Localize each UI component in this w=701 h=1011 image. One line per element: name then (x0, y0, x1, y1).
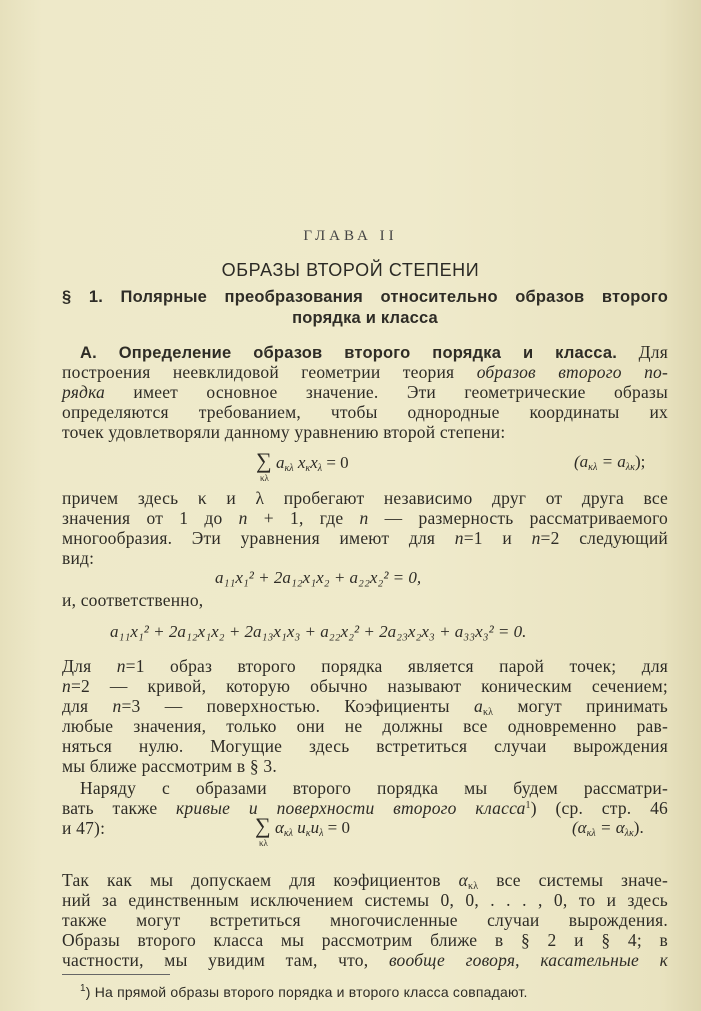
text-run: Для (62, 656, 117, 676)
text-line (62, 548, 668, 568)
formula-sub: λ (317, 463, 323, 474)
text-line (62, 308, 668, 329)
formula-sub: κλ (586, 828, 596, 839)
formula-term: ); (634, 452, 646, 471)
text-line (62, 342, 668, 362)
chapter-label: ГЛАВА II (303, 228, 398, 244)
formula-term: a (275, 453, 285, 472)
formula-term: x (297, 453, 306, 472)
sum-index: κλ (259, 838, 268, 848)
text-run: Для (617, 342, 668, 362)
text-run: вид: (62, 548, 95, 568)
text-run: Так как мы допускаем для коэфициентов (62, 870, 459, 890)
text-line: и, соответственно, (62, 590, 204, 610)
text-line (62, 870, 668, 890)
formula-term: ). (633, 818, 644, 837)
footnote (80, 982, 660, 1002)
formula-condition (574, 452, 645, 472)
text-run: + 1, где (247, 508, 360, 528)
formula-second-class (255, 813, 351, 848)
text-run: =2 следующий (540, 528, 668, 548)
formula-sub: κ (305, 828, 311, 839)
text-run: частности, мы увидим там, что, (62, 950, 389, 970)
section-heading (62, 287, 668, 329)
italic-run: n (62, 676, 71, 696)
text-line (62, 422, 668, 442)
text-line (62, 736, 668, 756)
formula-sub: κλ (284, 463, 294, 474)
text-run: Образы второго класса мы рассмотрим ближе в § 2 и § 4; в (62, 930, 668, 950)
text-line (62, 402, 668, 422)
text-run: Наряду с образами второго порядка мы будем рассматри- (80, 778, 668, 798)
text-line (62, 656, 668, 676)
text-line (62, 778, 668, 798)
formula-term: = a (597, 452, 626, 471)
text-line (62, 716, 668, 736)
text-run: и 47): (62, 818, 106, 838)
text-run: значения от 1 до (62, 508, 239, 528)
italic-run: кривые и поверхности второго класса (176, 798, 526, 818)
formula-n2: a₁₁x₁² + 2a₁₂x₁x₂ + 2a₁₃x₁x₃ + a₂₂x₂² + 2a₂₃x₂x₃ + a₃₃x₃² = 0. (110, 622, 527, 641)
text-run: все системы значе- (478, 870, 668, 890)
text-line (62, 696, 668, 716)
footnote-marker: 1 (525, 800, 531, 811)
formula-term: u (310, 818, 320, 837)
text-line (62, 508, 668, 528)
formula-sub: λκ (625, 462, 635, 473)
italic-run: a (473, 696, 483, 716)
italic-run: α (458, 870, 469, 890)
text-run: ) На прямой образы второго порядка и второго класса совпадают. (85, 984, 528, 1000)
sum-index: κλ (260, 473, 269, 483)
formula-sub: λ (319, 828, 324, 839)
text-run: няться нулю. Могущие здесь встретиться случаи вырождения (62, 736, 668, 756)
text-run: ) (ср. стр. 46 (530, 798, 669, 818)
formula-term: α (274, 818, 284, 837)
text-line (62, 362, 668, 382)
text-run: =1 образ второго порядка является парой точек; для (125, 656, 668, 676)
text-run: построения неевклидовой геометрии теория (62, 362, 477, 382)
text-run: любые значения, только они не должны все одновременно рав- (62, 716, 668, 736)
italic-run: рядка (62, 382, 106, 402)
italic-run: n (454, 528, 464, 548)
text-line (62, 950, 668, 970)
subscript: κλ (468, 881, 479, 892)
formula-term: (α (572, 818, 587, 837)
formula-sub: κλ (283, 828, 294, 839)
sum-sign: ∑ (255, 813, 271, 838)
text-run: мы ближе рассмотрим в § 3. (62, 756, 277, 776)
sum-sign: ∑ (256, 448, 272, 473)
formula-second-order (256, 448, 349, 483)
text-run: для (62, 696, 113, 716)
text-line (62, 930, 668, 950)
text-run: имеет основное значение. Эти геометрические образы (105, 382, 668, 402)
text-line (62, 528, 668, 548)
formula-class-condition (572, 818, 644, 838)
text-line (62, 382, 668, 402)
formula-equals: = 0 (326, 453, 349, 472)
formula-term: x (310, 453, 318, 472)
formula-term: (a (574, 452, 589, 471)
connector-text (62, 590, 668, 610)
italic-run: n (238, 508, 248, 528)
text-run: ний за единственным исключением системы 0, 0, . . . , 0, то и здесь (62, 890, 668, 910)
italic-run: образов второго по- (476, 362, 668, 382)
text-run: могут принимать (493, 696, 668, 716)
italic-run: n (531, 528, 541, 548)
subscript: κλ (482, 707, 494, 718)
italic-run: n (359, 508, 369, 528)
text-line (62, 798, 668, 818)
italic-run: n (112, 696, 122, 716)
text-line (62, 910, 668, 930)
text-run: =3 — поверхностью. Коэфициенты (121, 696, 474, 716)
text-line (62, 890, 668, 910)
paragraph-cases (62, 656, 668, 776)
text-line (62, 676, 668, 696)
formula-term: = α (595, 818, 625, 837)
italic-run: касательные к (540, 950, 668, 970)
bold-run-heading: А. Определение образов второго порядка и класса. (80, 344, 618, 362)
formula-equals: = 0 (327, 818, 351, 837)
text-run: , (515, 950, 541, 970)
text-run: причем здесь κ и λ пробегают независимо друг от друга все (62, 488, 668, 508)
paragraph-definition (62, 342, 668, 442)
text-run: вать также (62, 798, 177, 818)
text-line (62, 488, 668, 508)
formula-term: u (297, 818, 306, 837)
italic-run: n (116, 656, 126, 676)
text-run: =2 — кривой, которую обычно называют коническим сечением; (70, 676, 668, 696)
text-run: § 1. Полярные преобразования относительно образов второго (62, 288, 668, 306)
footnote-marker: 1 (80, 983, 86, 994)
paragraph-degeneracy (62, 870, 668, 970)
text-run: =1 и (463, 528, 532, 548)
text-run: определяются требованием, чтобы однородные координаты их (62, 402, 668, 422)
formula-sub: κλ (588, 462, 598, 473)
text-run: многообразия. Эти уравнения имеют для (62, 528, 455, 548)
italic-run: вообще говоря (388, 950, 516, 970)
footnote-divider (62, 974, 170, 975)
text-line (62, 287, 668, 308)
formula-sub: λκ (624, 828, 634, 839)
text-line (80, 982, 660, 1002)
text-run: также могут встретиться многочисленные случаи вырождения. (62, 910, 668, 930)
text-line (62, 756, 668, 776)
text-run: точек удовлетворяли данному уравнению второй степени: (62, 422, 506, 442)
chapter-title: ОБРАЗЫ ВТОРОЙ СТЕПЕНИ (221, 260, 480, 280)
formula-n1: a₁₁x₁² + 2a₁₂x₁x₂ + a₂₂x₂² = 0, (215, 568, 422, 587)
paragraph-indices (62, 488, 668, 568)
text-run: порядка и класса (292, 309, 438, 327)
formula-sub: κ (305, 463, 311, 474)
text-run: — размерность рассматриваемого (368, 508, 668, 528)
